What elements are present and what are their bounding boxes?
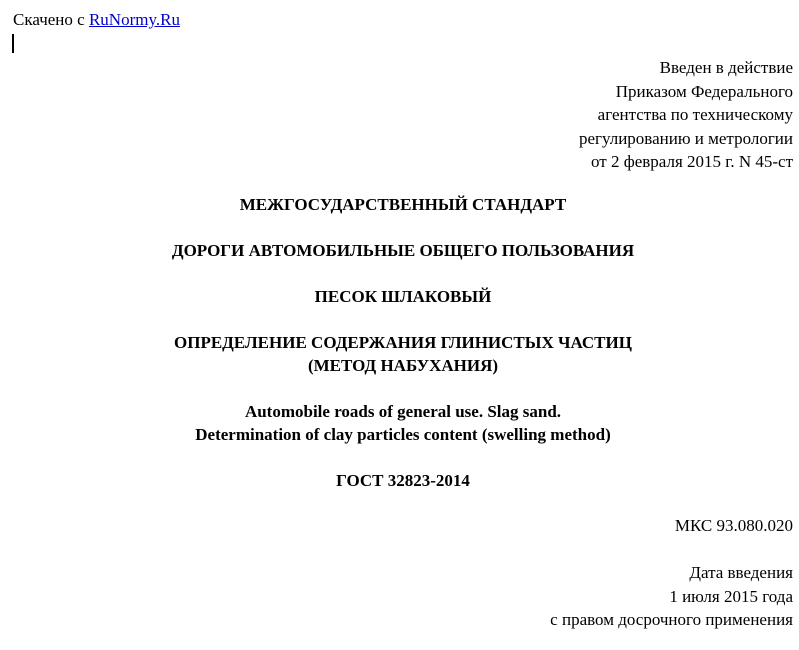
download-source-prefix: Скачено с: [13, 10, 85, 29]
introduction-line: регулированию и метрологии: [578, 128, 793, 148]
standard-title-roads: ДОРОГИ АВТОМОБИЛЬНЫЕ ОБЩЕГО ПОЛЬЗОВАНИЯ: [171, 241, 635, 260]
effective-date-block: [550, 561, 793, 632]
standard-code: ГОСТ 32823-2014: [336, 471, 470, 490]
introduction-line: Приказом Федерального: [615, 81, 793, 101]
introduction-line: агентства по техническому: [597, 105, 793, 124]
introduction-block: [579, 56, 793, 174]
effective-date-line: Дата введения: [689, 563, 793, 582]
text-cursor: [12, 34, 14, 53]
mks-code: МКС 93.080.020: [674, 516, 793, 535]
english-title-line-2: Determination of clay particles content (swelling method): [195, 425, 611, 444]
effective-date-line: с правом досрочного применения: [550, 610, 793, 629]
introduction-line: от 2 февраля 2015 г. N 45-ст: [590, 152, 793, 171]
standard-title-sand: ПЕСОК ШЛАКОВЫЙ: [314, 287, 492, 306]
standard-title-method-subtitle: (МЕТОД НАБУХАНИЯ): [307, 356, 499, 375]
standard-title-method: ОПРЕДЕЛЕНИЕ СОДЕРЖАНИЯ ГЛИНИСТЫХ ЧАСТИЦ: [174, 333, 632, 352]
english-title-line-1: Automobile roads of general use. Slag sand.: [244, 402, 562, 421]
standard-type: МЕЖГОСУДАРСТВЕННЫЙ СТАНДАРТ: [239, 195, 567, 214]
classification-block: [675, 514, 793, 538]
site-link[interactable]: RuNormy.Ru: [88, 10, 180, 29]
effective-date-line: 1 июля 2015 года: [669, 586, 793, 606]
introduction-line: Введен в действие: [659, 58, 793, 77]
download-source-line: [13, 9, 180, 31]
